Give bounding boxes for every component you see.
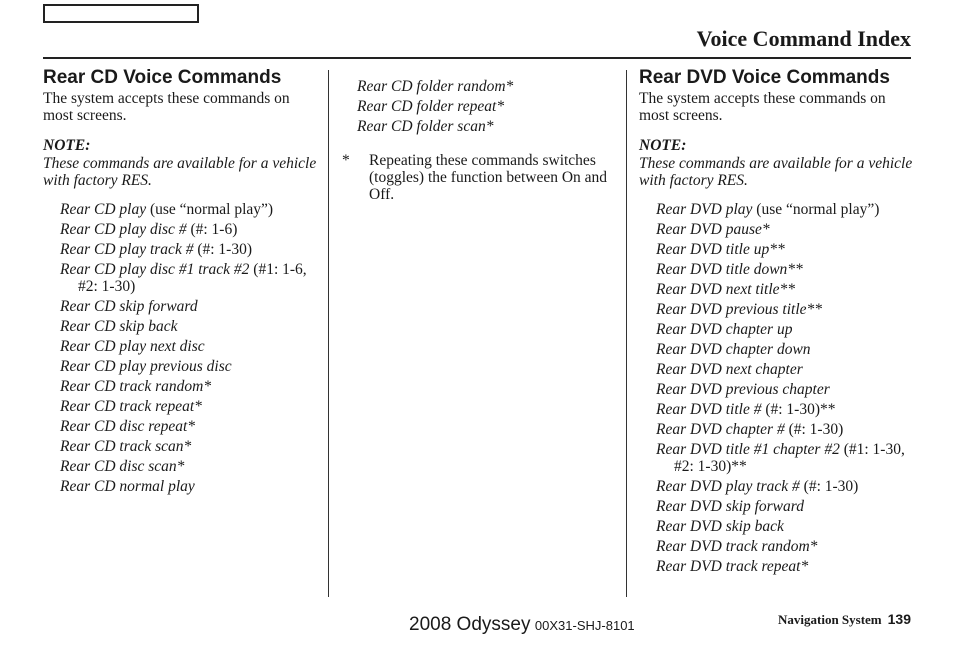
command-item <box>639 221 917 238</box>
command-item <box>43 241 323 258</box>
rear-cd-intro: The system accepts these commands on most screens. <box>43 90 290 124</box>
command-item <box>639 441 917 475</box>
footnote-mark: * <box>342 152 350 169</box>
command-phrase: Rear CD track scan* <box>60 438 192 455</box>
column-divider-left <box>328 70 329 597</box>
command-phrase: Rear DVD title down** <box>656 261 803 278</box>
command-phrase: Rear CD play disc #1 track #2 <box>60 261 250 278</box>
command-item <box>340 98 620 115</box>
command-item <box>639 478 917 495</box>
command-phrase: Rear CD disc scan* <box>60 458 185 475</box>
command-item <box>340 78 620 95</box>
command-item <box>639 381 917 398</box>
column-divider-right <box>626 70 627 597</box>
command-item <box>43 318 323 335</box>
command-phrase: Rear DVD track repeat* <box>656 558 809 575</box>
command-item <box>639 261 917 278</box>
command-phrase: Rear CD folder repeat* <box>357 98 505 115</box>
command-range: (use “normal play”) <box>146 201 274 218</box>
footer-page-info <box>778 611 911 628</box>
command-item <box>639 321 917 338</box>
rear-dvd-column <box>639 66 917 578</box>
command-range: (#: 1-30) <box>799 478 859 495</box>
command-phrase: Rear CD disc repeat* <box>60 418 196 435</box>
command-phrase: Rear DVD title #1 chapter #2 <box>656 441 840 458</box>
command-range: (#: 1-30) <box>784 421 844 438</box>
command-phrase: Rear DVD chapter # <box>656 421 785 438</box>
command-phrase: Rear CD play disc # <box>60 221 187 238</box>
command-phrase: Rear CD folder scan* <box>357 118 494 135</box>
command-phrase: Rear DVD skip forward <box>656 498 804 515</box>
command-phrase: Rear DVD title # <box>656 401 762 418</box>
command-phrase: Rear DVD track random* <box>656 538 818 555</box>
rear-dvd-intro: The system accepts these commands on most screens. <box>639 90 886 124</box>
command-item <box>639 341 917 358</box>
command-phrase: Rear CD play previous disc <box>60 358 232 375</box>
footer-code: 00X31-SHJ-8101 <box>534 618 635 633</box>
command-item <box>639 538 917 555</box>
command-item <box>43 458 323 475</box>
rear-cd-note-text: These commands are available for a vehicle with factory RES. <box>43 155 317 189</box>
command-phrase: Rear DVD chapter down <box>656 341 811 358</box>
footnote-text: Repeating these commands switches (toggles) the function between On and Off. <box>369 152 608 203</box>
section-tab-box <box>43 4 199 23</box>
command-phrase: Rear DVD next chapter <box>656 361 803 378</box>
footer-section: Navigation System <box>778 612 882 627</box>
command-phrase: Rear DVD pause* <box>656 221 770 238</box>
rear-cd-continued-column <box>340 66 620 203</box>
command-phrase: Rear DVD skip back <box>656 518 784 535</box>
command-item <box>43 438 323 455</box>
command-item <box>639 421 917 438</box>
footer-model-info <box>409 614 635 636</box>
command-phrase: Rear DVD previous chapter <box>656 381 830 398</box>
rear-cd-command-list <box>43 201 323 495</box>
title-divider <box>43 57 911 59</box>
command-phrase: Rear DVD play <box>656 201 753 218</box>
command-item <box>43 201 323 218</box>
rear-cd-heading: Rear CD Voice Commands <box>43 67 282 88</box>
command-item <box>43 221 323 238</box>
command-item <box>340 118 620 135</box>
command-phrase: Rear CD track random* <box>60 378 212 395</box>
command-phrase: Rear CD skip back <box>60 318 178 335</box>
command-item <box>639 401 917 418</box>
command-range: (#: 1-30) <box>193 241 252 258</box>
command-phrase: Rear CD normal play <box>60 478 195 495</box>
toggle-footnote <box>340 152 620 203</box>
command-item <box>43 298 323 315</box>
command-item <box>43 338 323 355</box>
command-phrase: Rear CD play <box>60 201 147 218</box>
command-range: (#: 1-6) <box>186 221 238 238</box>
command-phrase: Rear CD track repeat* <box>60 398 202 415</box>
command-item <box>43 478 323 495</box>
command-phrase: Rear CD play track # <box>60 241 194 258</box>
command-item <box>639 361 917 378</box>
command-item <box>639 241 917 258</box>
command-item <box>639 498 917 515</box>
rear-dvd-command-list <box>639 201 917 575</box>
command-item <box>639 281 917 298</box>
rear-cd-column <box>43 66 323 498</box>
command-item <box>639 558 917 575</box>
command-range: (use “normal play”) <box>752 201 880 218</box>
command-phrase: Rear CD play next disc <box>60 338 205 355</box>
footer-model: 2008 Odyssey <box>409 614 531 635</box>
command-phrase: Rear DVD play track # <box>656 478 800 495</box>
command-item <box>639 201 917 218</box>
page-title: Voice Command Index <box>696 26 911 51</box>
command-item <box>43 378 323 395</box>
command-range: (#1: 1-30, #2: 1-30)** <box>674 441 905 475</box>
rear-cd-folder-command-list <box>340 78 620 135</box>
command-item <box>639 301 917 318</box>
rear-dvd-note-text: These commands are available for a vehicle with factory RES. <box>639 155 913 189</box>
command-item <box>43 261 323 295</box>
command-phrase: Rear DVD chapter up <box>656 321 793 338</box>
rear-dvd-heading: Rear DVD Voice Commands <box>639 67 890 88</box>
command-phrase: Rear CD skip forward <box>60 298 198 315</box>
command-item <box>639 518 917 535</box>
page-number: 139 <box>887 611 911 627</box>
command-phrase: Rear CD folder random* <box>357 78 514 95</box>
command-range: (#1: 1-6, #2: 1-30) <box>78 261 307 295</box>
command-item <box>43 418 323 435</box>
rear-dvd-note-label: NOTE: <box>639 137 687 154</box>
command-phrase: Rear DVD next title** <box>656 281 796 298</box>
command-item <box>43 398 323 415</box>
command-phrase: Rear DVD previous title** <box>656 301 823 318</box>
command-item <box>43 358 323 375</box>
command-phrase: Rear DVD title up** <box>656 241 785 258</box>
command-range: (#: 1-30)** <box>761 401 836 418</box>
rear-cd-note-label: NOTE: <box>43 137 91 154</box>
